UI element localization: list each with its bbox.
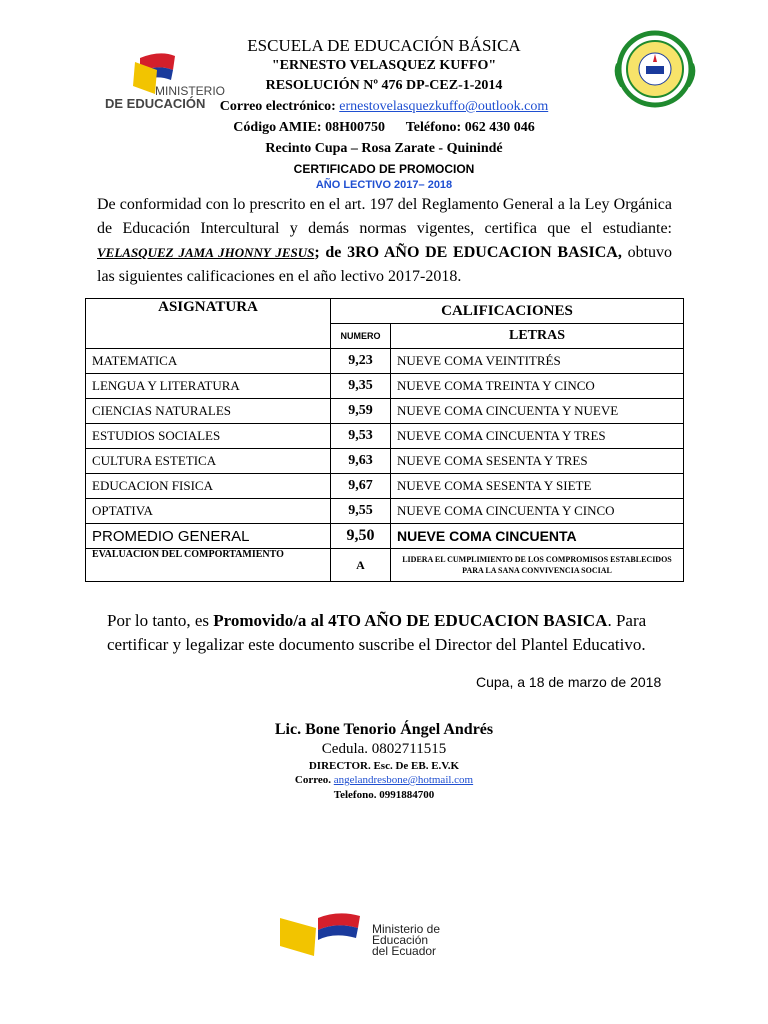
flag-icon bbox=[280, 910, 365, 960]
grade-letters: NUEVE COMA CINCUENTA Y CINCO bbox=[391, 499, 684, 524]
footer-ministry-logo bbox=[280, 910, 480, 970]
footer-logo-line2: Educación bbox=[372, 933, 429, 947]
table-row bbox=[86, 499, 684, 524]
director-email-line bbox=[0, 774, 768, 786]
conclusion-pre: Por lo tanto, es bbox=[107, 611, 214, 630]
subject: MATEMATICA bbox=[86, 349, 331, 374]
grade-number: 9,63 bbox=[331, 449, 391, 474]
logo-text-line1: MINISTERIO bbox=[155, 84, 226, 98]
issue-date: Cupa, a 18 de marzo de 2018 bbox=[476, 674, 662, 690]
behavior-description: LIDERA EL CUMPLIMIENTO DE LOS COMPROMISOS ESTABLECIDOS PARA LA SANA CONVIVENCIA SOCIAL bbox=[391, 549, 684, 582]
intro-text: De conformidad con lo prescrito en el art. 197 del Reglamento General a la Ley Orgánica de Educación Intercultural y demás normas vigentes, certifica que el estudiante: bbox=[97, 196, 672, 237]
average-label: PROMEDIO GENERAL bbox=[86, 524, 331, 549]
col-grades: CALIFICACIONES bbox=[331, 299, 684, 324]
table-row bbox=[86, 399, 684, 424]
school-email-link[interactable]: ernestovelasquezkuffo@outlook.com bbox=[339, 99, 549, 114]
grade-letters: NUEVE COMA SESENTA Y SIETE bbox=[391, 474, 684, 499]
student-name: VELASQUEZ JAMA JHONNY JESUS bbox=[97, 245, 315, 260]
intro-sep: ; de bbox=[314, 244, 348, 261]
subject: EDUCACION FISICA bbox=[86, 474, 331, 499]
footer-logo-line3: del Ecuador bbox=[372, 944, 437, 958]
grade-number: 9,35 bbox=[331, 374, 391, 399]
contact-email-line bbox=[0, 99, 768, 115]
subject: ESTUDIOS SOCIALES bbox=[86, 424, 331, 449]
subject: LENGUA Y LITERATURA bbox=[86, 374, 331, 399]
grade-number: 9,23 bbox=[331, 349, 391, 374]
grades-table bbox=[85, 298, 684, 582]
director-email-label: Correo. bbox=[294, 774, 334, 786]
conclusion-post: . Para certificar y legalizar este documento suscribe el Director del Plantel Educativo. bbox=[107, 611, 647, 654]
intro-paragraph bbox=[97, 193, 672, 289]
grade-letters: NUEVE COMA SESENTA Y TRES bbox=[391, 449, 684, 474]
grade-letters: NUEVE COMA VEINTITRÉS bbox=[391, 349, 684, 374]
average-row bbox=[86, 524, 684, 549]
intro-text-end: obtuvo las siguientes calificaciones en el año lectivo 2017-2018. bbox=[97, 244, 673, 285]
school-year: AÑO LECTIVO 2017– 2018 bbox=[315, 179, 453, 191]
director-email-link[interactable]: angelandresbone@hotmail.com bbox=[333, 774, 474, 786]
grade-number: 9,59 bbox=[331, 399, 391, 424]
behavior-label: EVALUACION DEL COMPORTAMIENTO bbox=[86, 549, 331, 582]
grade-letters: NUEVE COMA CINCUENTA Y TRES bbox=[391, 424, 684, 449]
amie-phone: Código AMIE: 08H00750 Teléfono: 062 430 046 bbox=[233, 120, 535, 135]
logo-text-line2: DE EDUCACIÓN bbox=[105, 96, 206, 111]
col-letters: LETRAS bbox=[391, 324, 684, 349]
director-phone: Telefono. 0991884700 bbox=[333, 789, 435, 801]
table-row bbox=[86, 474, 684, 499]
behavior-grade: A bbox=[331, 549, 391, 582]
director-role: DIRECTOR. Esc. De EB. E.V.K bbox=[308, 760, 460, 772]
footer-logo-line1: Ministerio de bbox=[372, 922, 441, 936]
resolution: RESOLUCIÓN Nº 476 DP-CEZ-1-2014 bbox=[265, 78, 503, 93]
director-id: Cedula. 0802711515 bbox=[321, 741, 447, 757]
conclusion-paragraph bbox=[107, 609, 687, 657]
subject: CIENCIAS NATURALES bbox=[86, 399, 331, 424]
table-row bbox=[86, 449, 684, 474]
grade-level: 3RO AÑO DE EDUCACION BASICA, bbox=[347, 244, 622, 261]
behavior-row bbox=[86, 549, 684, 582]
subject: OPTATIVA bbox=[86, 499, 331, 524]
grade-number: 9,53 bbox=[331, 424, 391, 449]
average-number: 9,50 bbox=[331, 524, 391, 549]
grade-number: 9,67 bbox=[331, 474, 391, 499]
email-label: Correo electrónico: bbox=[219, 99, 340, 114]
director-name: Lic. Bone Tenorio Ángel Andrés bbox=[274, 721, 494, 738]
table-row bbox=[86, 349, 684, 374]
grade-letters: NUEVE COMA TREINTA Y CINCO bbox=[391, 374, 684, 399]
subject: CULTURA ESTETICA bbox=[86, 449, 331, 474]
promotion-text: Promovido/a al 4TO AÑO DE EDUCACION BASICA bbox=[213, 611, 608, 630]
grade-number: 9,55 bbox=[331, 499, 391, 524]
school-title: ESCUELA DE EDUCACIÓN BÁSICA bbox=[247, 36, 521, 55]
location: Recinto Cupa – Rosa Zarate - Quinindé bbox=[265, 141, 503, 156]
average-letters: NUEVE COMA CINCUENTA bbox=[391, 524, 684, 549]
grade-letters: NUEVE COMA CINCUENTA Y NUEVE bbox=[391, 399, 684, 424]
table-row bbox=[86, 374, 684, 399]
table-header-row bbox=[86, 299, 684, 324]
school-name: "ERNESTO VELASQUEZ KUFFO" bbox=[271, 58, 497, 73]
col-subject: ASIGNATURA bbox=[86, 299, 331, 349]
certificate-title: CERTIFICADO DE PROMOCION bbox=[293, 162, 475, 176]
table-row bbox=[86, 424, 684, 449]
col-number: NUMERO bbox=[331, 324, 391, 349]
